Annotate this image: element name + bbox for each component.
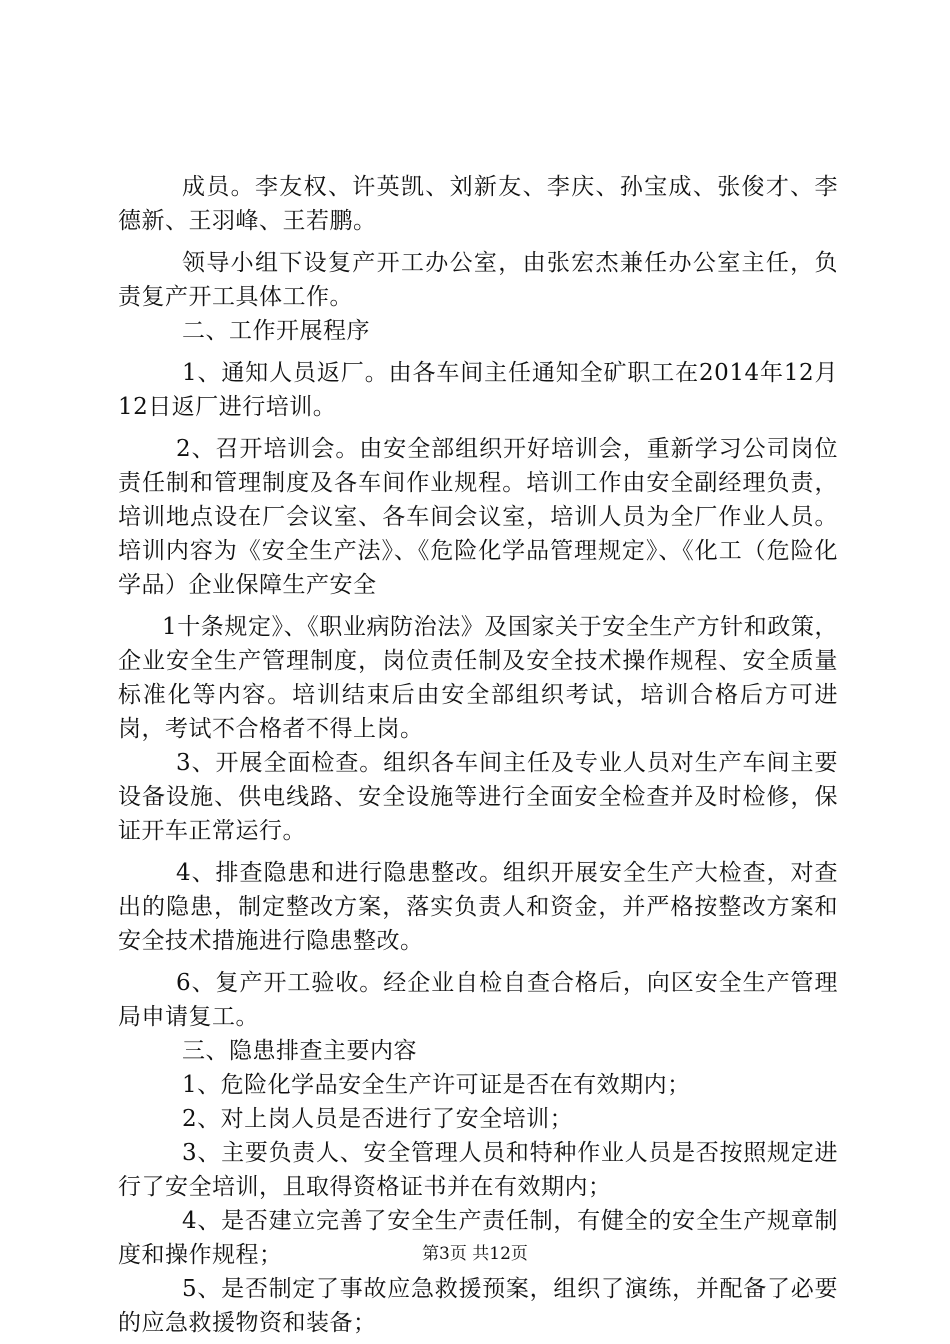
paragraph: 3、开展全面检查。组织各车间主任及专业人员对生产车间主要设备设施、供电线路、安全设施等进行全面安全检查并及时检修，保证开车正常运行。 (118, 750, 838, 844)
paragraph: 1、通知人员返厂。由各车间主任通知全矿职工在2014年12月12日返厂进行培训。 (118, 360, 838, 420)
paragraph: 1、危险化学品安全生产许可证是否在有效期内； (182, 1072, 691, 1098)
paragraph: 5、是否制定了事故应急救援预案，组织了演练，并配备了必要的应急救援物资和装备； (118, 1276, 838, 1336)
paragraph: 3、主要负责人、安全管理人员和特种作业人员是否按照规定进行了安全培训，且取得资格证书并在有效期内； (118, 1140, 838, 1200)
paragraph: 2、对上岗人员是否进行了安全培训； (182, 1106, 574, 1132)
document-body (118, 170, 838, 1340)
section-heading: 二、工作开展程序 (182, 318, 370, 344)
paragraph: 成员。李友权、许英凯、刘新友、李庆、孙宝成、张俊才、李德新、王羽峰、王若鹏。 (118, 174, 838, 234)
paragraph: 4、是否建立完善了安全生产责任制，有健全的安全生产规章制度和操作规程； (118, 1208, 838, 1268)
paragraph: 2、召开培训会。由安全部组织开好培训会，重新学习公司岗位责任制和管理制度及各车间作业规程。培训工作由安全副经理负责，培训地点设在厂会议室、各车间会议室，培训人员为全厂作业人员。培训内容为《安全生产法》、《危险化学品管理规定》、《化工（危险化学品）企业保障生产安全 (118, 436, 838, 598)
paragraph: 4、排查隐患和进行隐患整改。组织开展安全生产大检查，对查出的隐患，制定整改方案，落实负责人和资金，并严格按整改方案和安全技术措施进行隐患整改。 (118, 860, 838, 954)
paragraph: 领导小组下设复产开工办公室，由张宏杰兼任办公室主任，负责复产开工具体工作。 (118, 250, 838, 310)
page-number-footer: 第3页 共12页 (422, 1244, 528, 1264)
paragraph: 1十条规定》、《职业病防治法》及国家关于安全生产方针和政策，企业安全生产管理制度，岗位责任制及安全技术操作规程、安全质量标准化等内容。培训结束后由安全部组织考试，培训合格后方可进岗，考试不合格者不得上岗。 (118, 614, 838, 742)
paragraph: 6、复产开工验收。经企业自检自查合格后，向区安全生产管理局申请复工。 (118, 970, 838, 1030)
section-heading: 三、隐患排查主要内容 (182, 1038, 417, 1064)
